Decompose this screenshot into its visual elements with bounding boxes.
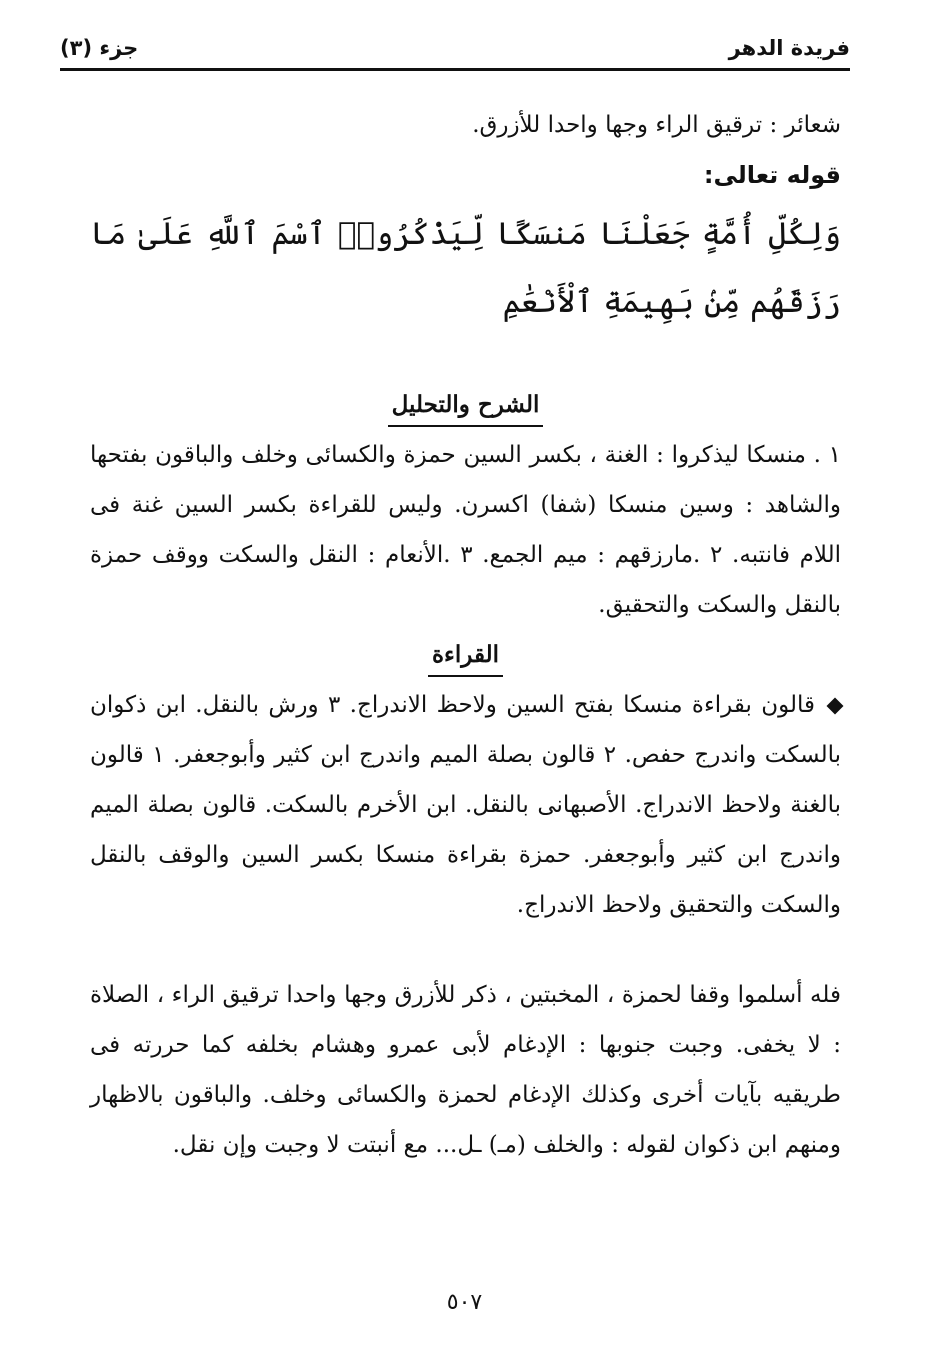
spacer [90,930,841,970]
page-content [90,100,841,1170]
verse-title: قوله تعالى: [703,161,841,189]
commentary-heading-text: الشرح والتحليل [388,385,544,427]
commentary-heading [90,380,841,430]
closing-paragraph: فله أسلموا وقفا لحمزة ، المخبتين ، ذكر للأزرق وجها واحدا ترقيق الراء ، الصلاة : لا يخفى. وجبت جنوبها : الإدغام لأبى عمرو وهشام بخلفه كما حررته فى طريقيه بآيات أخرى وكذلك الإدغام لحمزة والكسائى وخلف. والباقون بالاظهار ومنهم ابن ذكوان لقوله : والخلف (مـ) ـل... مع أنبتت لا وجبت وإن نقل. [90,982,841,1158]
spacer [90,336,841,380]
book-title: فريدة الدهر [728,36,850,60]
quran-verse: وَلِكُلِّ أُمَّةٍ جَعَلْنَا مَنسَكًا لِّيَذْكُرُوا۟ ٱسْمَ ٱللَّهِ عَلَىٰ مَا رَزَقَهُم مِّنۢ بَهِيمَةِ ٱلْأَنْعَٰمِ [90,216,841,320]
commentary-text: ١ . منسكا ليذكروا : الغنة ، بكسر السين حمزة والكسائى وخلف والباقون بفتحها والشاهد : وسين منسكا (شفا) اكسرن. وليس للقراءة بكسر السين غنة فى اللام فانتبه. ٢ .مارزقهم : ميم الجمع. ٣ .الأنعام : النقل والسكت ووقف حمزة بالنقل والسكت والتحقيق. [90,442,841,618]
reading-heading-text: القراءة [428,635,503,677]
reading-text: قالون بقراءة منسكا بفتح السين ولاحظ الاندراج. ٣ ورش بالنقل. ابن ذكوان بالسكت واندرج حفص. ٢ قالون بصلة الميم واندرج ابن كثير وأبوجعفر. ١ قالون بالغنة ولاحظ الاندراج. الأصبهانى بالنقل. ابن الأخرم بالسكت. قالون بصلة الميم واندرج ابن كثير وأبوجعفر. حمزة بقراءة منسكا بكسر السين والوقف بالنقل والسكت والتحقيق ولاحظ الاندراج. [90,692,842,918]
reading-heading [90,630,841,680]
part-label: جزء (٣) [60,36,139,60]
running-header [60,28,850,71]
page-number: ٥٠٧ [446,1290,483,1315]
reading-paragraph [90,680,841,930]
diamond-bullet-icon [827,698,844,715]
intro-line: شعائر : ترقيق الراء وجها واحدا للأزرق. [472,112,841,138]
